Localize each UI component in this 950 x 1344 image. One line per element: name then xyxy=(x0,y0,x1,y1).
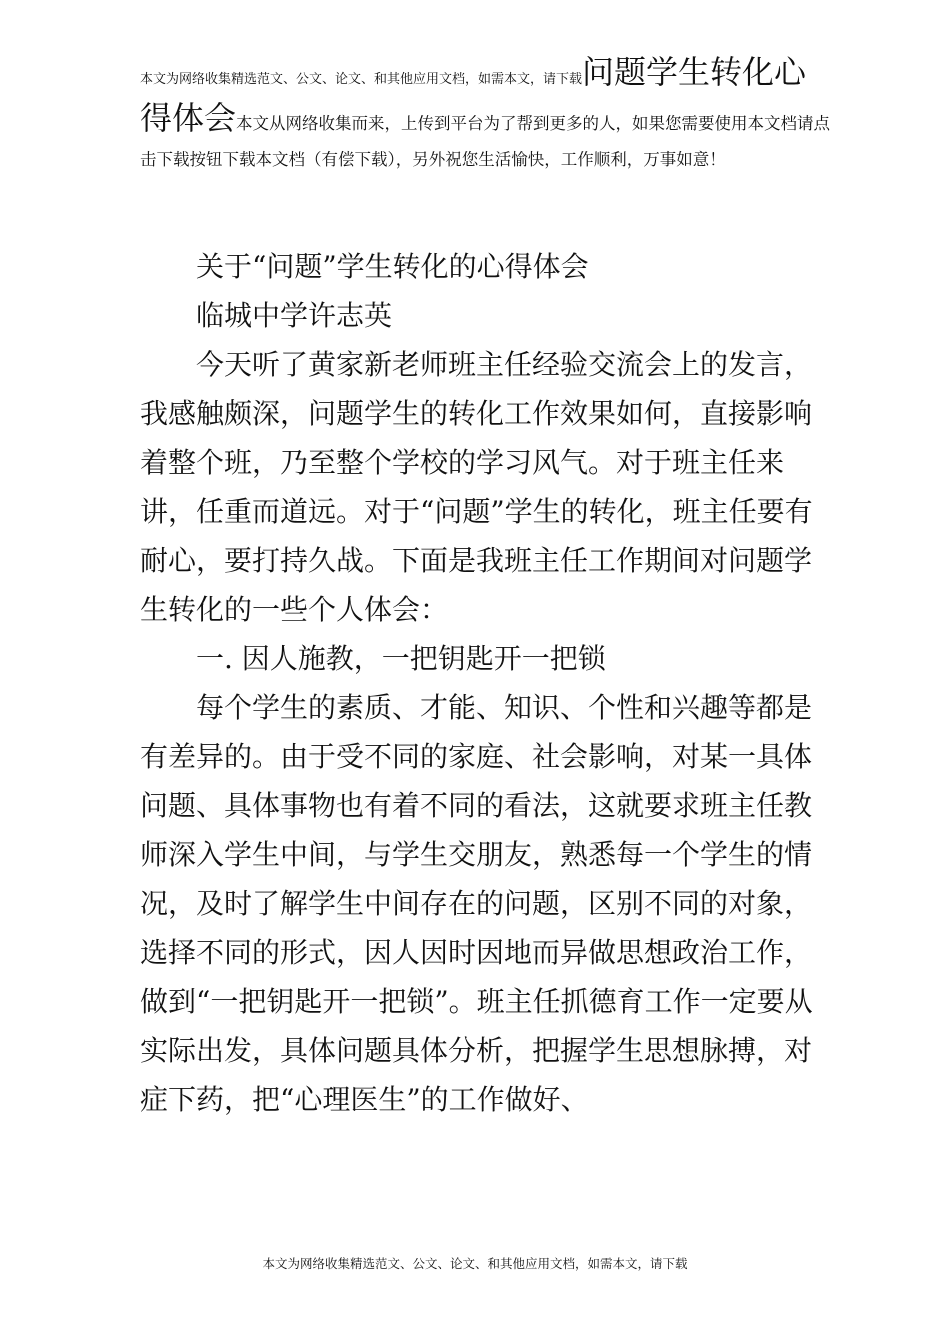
article-paragraph-2: 每个学生的素质、才能、知识、个性和兴趣等都是有差异的。由于受不同的家庭、社会影响，对某一具体问题、具体事物也有着不同的看法，这就要求班主任教师深入学生中间，与学生交朋友，熟悉每一个学生的情况，及时了解学生中间存在的问题，区别不同的对象，选择不同的形式，因人因时因地而异做思想政治工作，做到“一把钥匙开一把锁”。班主任抓德育工作一定要从实际出发，具体问题具体分析，把握学生思想脉搏，对症下药，把“心理医生”的工作做好、 xyxy=(140,691,813,1116)
document-header xyxy=(140,52,830,178)
article-title: 关于“问题”学生转化的心得体会 xyxy=(196,250,589,283)
section-heading-1: 一. 因人施教，一把钥匙开一把锁 xyxy=(196,642,606,675)
article-body xyxy=(140,242,830,1124)
document-title: 问题学生转化心得体会 xyxy=(140,53,807,137)
intro-text: 本文从网络收集而来，上传到平台为了帮到更多的人，如果您需要使用本文档请点击下载按钮下载本文档（有偿下载），另外祝您生活愉快，工作顺利，万事如意！ xyxy=(140,114,831,169)
footer-notice: 本文为网络收集精选范文、公文、论文、和其他应用文档，如需本文，请下载 xyxy=(262,1256,688,1271)
download-notice: 本文为网络收集精选范文、公文、论文、和其他应用文档，如需本文，请下载 xyxy=(140,72,583,87)
article-author: 临城中学许志英 xyxy=(196,299,393,332)
article-paragraph-1: 今天听了黄家新老师班主任经验交流会上的发言，我感触颇深，问题学生的转化工作效果如何，直接影响着整个班，乃至整个学校的学习风气。对于班主任来讲，任重而道远。对于“问题”学生的转化，班主任要有耐心，要打持久战。下面是我班主任工作期间对问题学生转化的一些个人体会： xyxy=(140,348,813,626)
